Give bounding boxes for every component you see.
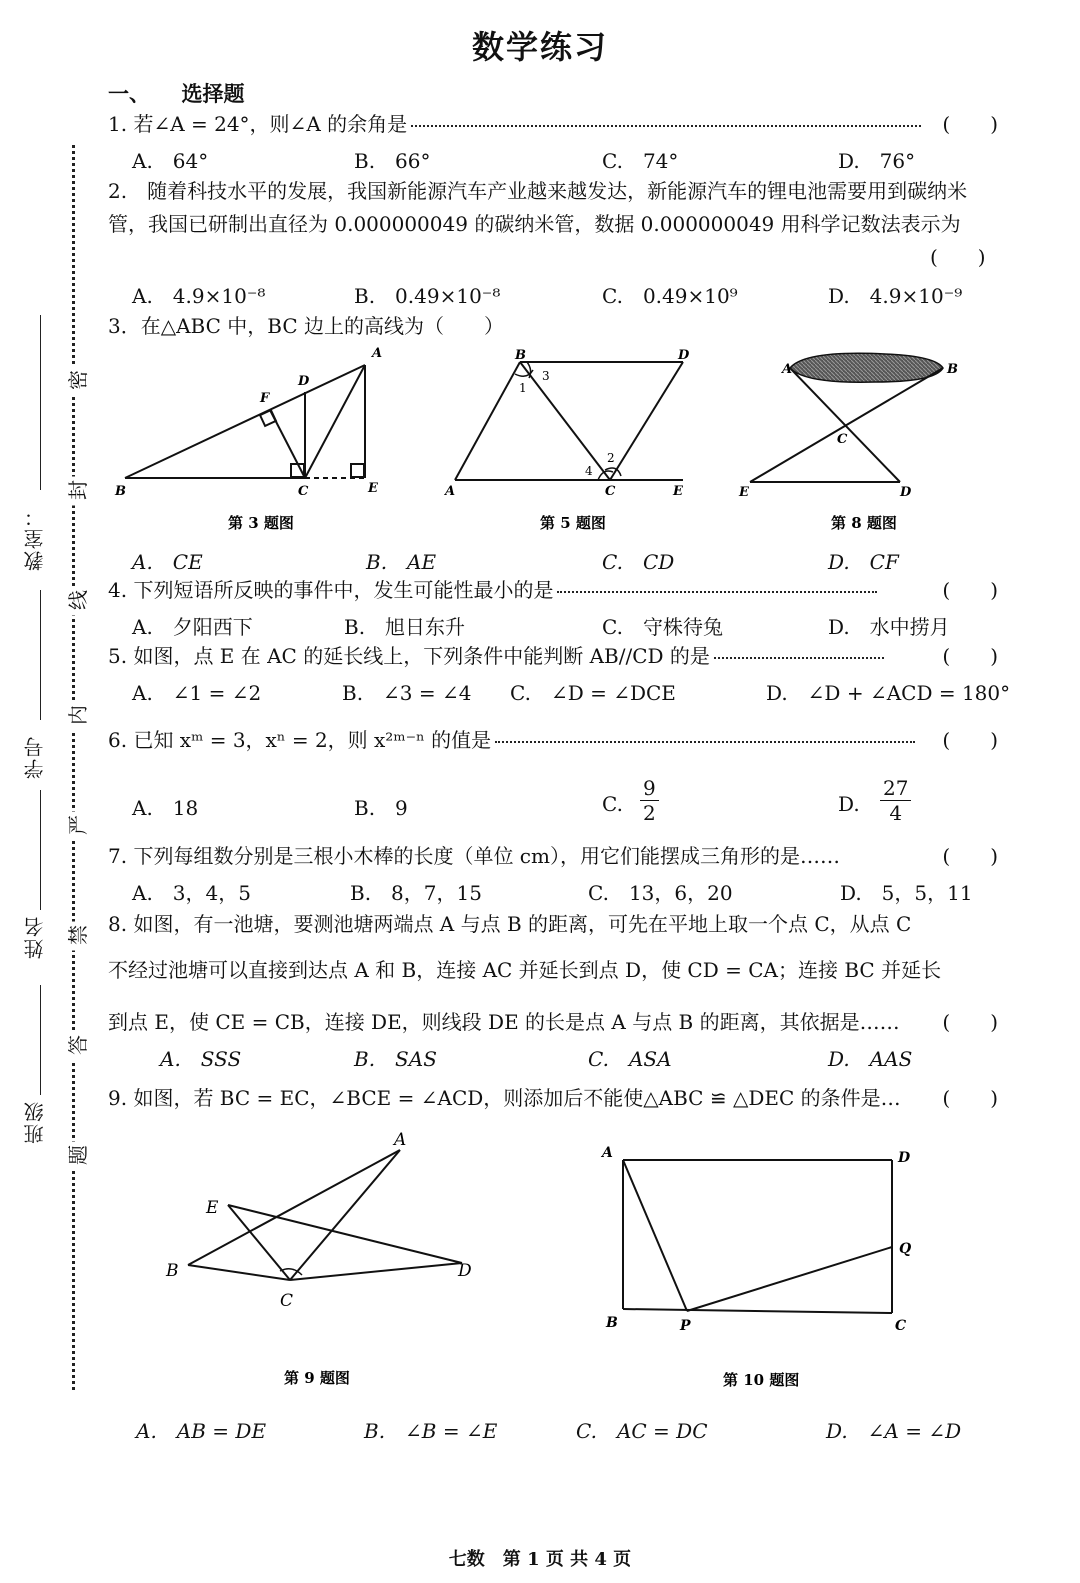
answer-paren: ( )	[942, 644, 998, 668]
question-text: 4. 下列短语所反映的事件中，发生可能性最小的是	[108, 578, 554, 602]
point-label: B	[115, 484, 126, 499]
option-c: C. AC = DC	[576, 1419, 708, 1443]
point-label: D	[298, 374, 310, 389]
option-a: A. 3，4，5	[132, 881, 251, 905]
option-c: C. ∠D = ∠DCE	[510, 681, 676, 705]
option-a: A. ∠1 = ∠2	[132, 681, 262, 705]
options-q8	[132, 1043, 1002, 1073]
question-6	[108, 724, 998, 757]
option-b: B. 0.49×10⁻⁸	[354, 284, 501, 308]
point-label: A	[602, 1145, 613, 1161]
options-q9	[132, 1415, 1002, 1445]
point-label: B	[606, 1315, 618, 1331]
question-4	[108, 574, 998, 607]
question-8-line-3	[108, 1006, 998, 1039]
seal-char: 封	[68, 477, 90, 506]
question-text: 不经过池塘可以直接到达点 A 和 B，连接 AC 并延长到点 D，使 CD = CA；连接 BC 并延长	[108, 958, 942, 982]
answer-paren: ( )	[942, 112, 998, 136]
classroom-label: 教室：	[23, 505, 47, 571]
section-heading: 一、 选择题	[108, 81, 245, 106]
seal-char: 严	[68, 812, 90, 841]
point-label: B	[515, 348, 526, 363]
option-d: D. 4.9×10⁻⁹	[828, 284, 963, 308]
option-c: C. 74°	[602, 149, 679, 173]
option-b: B. AE	[366, 550, 437, 574]
sidebar-underline-4	[40, 985, 41, 1095]
question-text: 5. 如图，点 E 在 AC 的延长线上，下列条件中能判断 AB//CD 的是	[108, 644, 710, 668]
sidebar-underline-1	[40, 315, 41, 490]
options-q1	[132, 145, 1002, 175]
options-q6	[132, 776, 1002, 838]
answer-paren: ( )	[942, 578, 998, 602]
figure-5	[435, 340, 705, 540]
option-b: B. ∠3 = ∠4	[342, 681, 472, 705]
question-text: 6. 已知 xᵐ = 3，xⁿ = 2，则 x²ᵐ⁻ⁿ 的值是	[108, 728, 492, 752]
page-title: 数学练习	[471, 28, 608, 66]
seal-char: 题	[68, 1142, 90, 1171]
option-b: B. 旭日东升	[344, 615, 466, 639]
question-5	[108, 640, 998, 673]
point-label: D	[678, 348, 690, 363]
point-label: C	[837, 432, 848, 447]
point-label: D	[898, 1150, 911, 1166]
options-q5	[132, 677, 1011, 707]
option-a: A. AB = DE	[136, 1419, 267, 1443]
option-d: D. 5，5，11	[840, 881, 973, 905]
seal-char: 线	[68, 587, 90, 616]
angle-label: 1	[519, 381, 527, 395]
point-label: E	[739, 485, 749, 500]
point-label: F	[260, 391, 270, 406]
options-q7	[132, 877, 1002, 907]
figure-8	[735, 340, 975, 540]
answer-paren: ( )	[930, 245, 986, 269]
options-q2	[132, 280, 1002, 310]
options-q4	[132, 611, 1002, 641]
option-c: C.	[602, 792, 623, 816]
question-3	[108, 310, 998, 343]
option-c: C. 守株待兔	[602, 615, 723, 639]
point-label: D	[458, 1261, 472, 1281]
point-label: A	[445, 484, 456, 499]
question-text: 8. 如图，有一池塘，要测池塘两端点 A 与点 B 的距离，可先在平地上取一个点 C，从点 C	[108, 912, 912, 936]
point-label: A	[372, 346, 383, 361]
question-text: 9. 如图，若 BC = EC，∠BCE = ∠ACD，则添加后不能使△ABC ≌ △DEC 的条件是…	[108, 1086, 901, 1110]
point-label: D	[900, 485, 912, 500]
question-8-line-2	[108, 954, 998, 987]
option-a: A. 4.9×10⁻⁸	[132, 284, 266, 308]
option-b: B. 9	[354, 796, 408, 820]
option-b: B. ∠B = ∠E	[364, 1419, 498, 1443]
option-c: C. ASA	[588, 1047, 672, 1071]
fraction-27-4: $\frac{27}{4}$	[880, 776, 911, 825]
seal-char: 答	[68, 1032, 90, 1061]
page-footer: 七数 第 1 页 共 4 页	[448, 1549, 632, 1570]
option-d: D. 水中捞月	[828, 615, 950, 639]
question-text: 2. 随着科技水平的发展，我国新能源汽车产业越来越发达，新能源汽车的锂电池需要用到碳纳米管，我国已研制出直径为 0.000000049 的碳纳米管，数据 0.000000049 用科学记数法表示为	[108, 179, 968, 236]
answer-paren: ( )	[942, 844, 998, 868]
class-label: 班级	[23, 1100, 47, 1144]
point-label: C	[280, 1291, 294, 1311]
sidebar-underline-3	[40, 790, 41, 910]
option-d: D. ∠A = ∠D	[826, 1419, 962, 1443]
point-label: A	[394, 1130, 407, 1150]
option-a: A. SSS	[160, 1047, 242, 1071]
question-text: 7. 下列每组数分别是三根小木棒的长度（单位 cm），用它们能摆成三角形的是……	[108, 844, 840, 868]
option-d: D. 76°	[838, 149, 916, 173]
figure-caption: 第 9 题图	[284, 1369, 350, 1387]
figure-caption: 第 8 题图	[831, 514, 897, 532]
figure-caption: 第 3 题图	[228, 514, 294, 532]
point-label: B	[166, 1261, 179, 1281]
figure-3	[110, 340, 410, 540]
question-1	[108, 108, 998, 141]
name-label: 姓名	[23, 915, 47, 959]
answer-paren: ( )	[942, 1010, 998, 1034]
angle-label: 2	[607, 451, 615, 465]
answer-paren: ( )	[942, 1086, 998, 1110]
point-label: E	[368, 481, 378, 496]
question-2	[108, 175, 968, 241]
angle-label: 4	[585, 464, 593, 478]
option-a: A. 64°	[132, 149, 209, 173]
question-text: 1. 若∠A = 24°，则∠A 的余角是	[108, 112, 408, 136]
seal-char: 密	[68, 367, 90, 396]
question-9	[108, 1082, 998, 1115]
options-q3	[132, 546, 1002, 576]
question-8-line-1	[108, 908, 998, 941]
option-d: D. CF	[828, 550, 899, 574]
point-label: E	[206, 1198, 219, 1218]
point-label: Q	[899, 1241, 912, 1257]
option-a: A. 夕阳西下	[132, 615, 253, 639]
sidebar-underline-2	[40, 590, 41, 720]
option-b: B. 8，7，15	[350, 881, 482, 905]
seal-char: 内	[68, 702, 90, 731]
student-id-label: 学号	[23, 735, 47, 779]
option-a: A. 18	[132, 796, 199, 820]
option-b: B. 66°	[354, 149, 431, 173]
question-text: 3．在△ABC 中，BC 边上的高线为（ ）	[108, 314, 505, 338]
figure-caption: 第 5 题图	[540, 514, 606, 532]
point-label: B	[947, 362, 958, 377]
point-label: E	[673, 484, 683, 499]
figure-10	[590, 1135, 930, 1395]
point-label: P	[680, 1318, 691, 1334]
option-a: A. CE	[132, 550, 203, 574]
point-label: A	[782, 362, 793, 377]
point-label: C	[298, 484, 309, 499]
question-text: 到点 E，使 CE = CB，连接 DE，则线段 DE 的长是点 A 与点 B 的距离，其依据是……	[108, 1010, 900, 1034]
binding-dotted-line	[72, 145, 75, 1390]
option-c: C. CD	[602, 550, 675, 574]
fraction-9-2: $\frac{9}{2}$	[640, 776, 659, 825]
question-7	[108, 840, 998, 873]
point-label: C	[605, 484, 616, 499]
figure-caption: 第 10 题图	[723, 1371, 800, 1389]
point-label: C	[895, 1318, 907, 1334]
angle-label: 3	[542, 369, 550, 383]
option-d: D. AAS	[828, 1047, 913, 1071]
option-d: D. ∠D + ∠ACD = 180°	[766, 681, 1011, 705]
option-b: B. SAS	[354, 1047, 437, 1071]
seal-char: 禁	[68, 922, 90, 951]
answer-paren: ( )	[942, 728, 998, 752]
option-c: C. 0.49×10⁹	[602, 284, 738, 308]
option-c: C. 13，6，20	[588, 881, 733, 905]
figure-9	[150, 1125, 490, 1395]
option-d: D.	[838, 792, 860, 816]
